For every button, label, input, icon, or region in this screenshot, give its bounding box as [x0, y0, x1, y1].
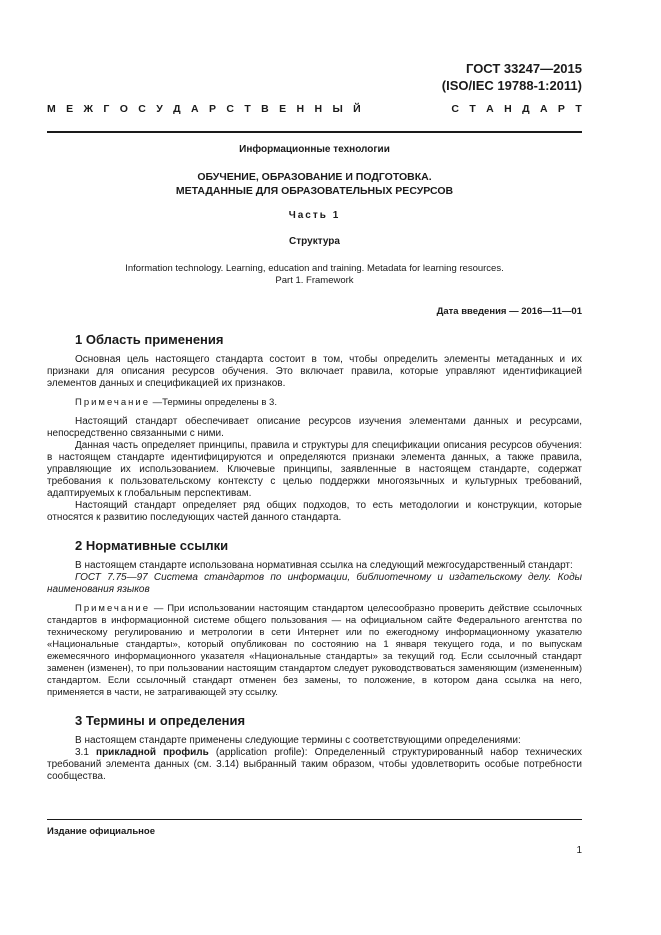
section-heading-terms: 3 Термины и определения — [75, 713, 246, 728]
banner-letter: Т — [469, 103, 476, 115]
english-title — [47, 263, 582, 287]
document-part: Часть 1 — [288, 210, 341, 221]
normative-reference: ГОСТ 7.75—97 Система стандартов по информации, библиотечному и издательскому делу. Коды наименования языков — [47, 572, 582, 595]
document-field: Информационные технологии — [239, 144, 390, 155]
paragraph: В настоящем стандарте применены следующие термины с соответствующими определениями: — [75, 735, 521, 746]
term-definition — [47, 747, 582, 783]
footer-divider — [47, 819, 582, 820]
banner-letter: Т — [575, 103, 582, 115]
banner-letter: Р — [557, 103, 565, 115]
banner-letter: Е — [279, 103, 287, 115]
header-divider — [47, 131, 582, 133]
banner-letter: С — [138, 103, 146, 115]
page-number: 1 — [576, 845, 582, 856]
banner-letter: Е — [66, 103, 74, 115]
banner-letter: А — [539, 103, 548, 115]
banner-letter: Й — [353, 103, 361, 115]
banner-letter: Ы — [332, 103, 343, 115]
banner-letter: Г — [103, 103, 110, 115]
banner-letter: М — [47, 103, 56, 115]
note-text: —Термины определены в 3. — [150, 397, 277, 408]
paragraph: Настоящий стандарт обеспечивает описание ресурсов изучения элементами данных и ресурсами, непосредственно связанными с ними. — [47, 416, 582, 439]
title-line: ОБУЧЕНИЕ, ОБРАЗОВАНИЕ И ПОДГОТОВКА. — [197, 171, 432, 183]
term-number: 3.1 — [75, 747, 97, 758]
section-heading-normative-refs: 2 Нормативные ссылки — [75, 538, 229, 553]
paragraph: Данная часть определяет принципы, правила и структуры для спецификации описания ресурсов обучения: в настоящем стандарте идентифицируются и определяются признаки элемента данных, а также правила, управляющие их использованием. Ключевые принципы, заявленные в настоящем стандарте, содержат требования к пользовательскому контексту с целью поддержки многоязычных и культурных требований, адаптируемых к глобальным перспективам. — [47, 440, 582, 499]
official-edition-label: Издание официальное — [47, 826, 155, 837]
banner-letter: У — [156, 103, 163, 115]
paragraph: В настоящем стандарте использована нормативная ссылка на следующий межгосударственный стандарт: — [75, 560, 573, 571]
banner-letter: В — [261, 103, 269, 115]
standard-code-iso: (ISO/IEC 19788-1:2011) — [441, 78, 582, 93]
title-line: МЕТАДАННЫЕ ДЛЯ ОБРАЗОВАТЕЛЬНЫХ РЕСУРСОВ — [175, 185, 454, 197]
banner-letter: С — [451, 103, 459, 115]
paragraph: Настоящий стандарт определяет ряд общих подходов, то есть методологии и конструкции, которые относятся к развитию последующих частей данного стандарта. — [47, 500, 582, 523]
term-text: (application profile): Определенный структурированный набор технических требований элемента данных (см. 3.14) выбранный таким образом, чтобы удовлетворить особые потребности сообщества. — [47, 747, 582, 782]
banner-letter: Т — [244, 103, 251, 115]
banner-letter: Р — [208, 103, 216, 115]
term-name: прикладной профиль — [96, 747, 209, 758]
note-label: Примечание — [75, 603, 150, 614]
document-subtitle: Структура — [289, 236, 340, 247]
banner-letter: Н — [504, 103, 512, 115]
note-text: — При использовании настоящим стандартом целесообразно проверить действие ссылочных стандартов в информационной системе общего пользования — на официальном сайте Федерального агентства по техническому регулированию и метрологии в сети Интернет или по ежегодному информационному указателю «Национальные стандарты», который опубликован по состоянию на 1 января текущего года, и по выпускам ежемесячного информационного указателя «Национальные стандарты» за текущий год. Если ссылочный стандарт заменен (изменен), то при пользовании настоящим стандартом следует руководствоваться заменяющим (измененным) стандартом. Если ссылочный стандарт отменен без замены, то положение, в котором дана ссылка на него, применяется в части, не затрагивающей эту ссылку. — [47, 603, 582, 698]
banner-letter: Н — [314, 103, 323, 115]
note — [47, 397, 582, 409]
interstate-standard-banner — [47, 103, 582, 115]
banner-letter: А — [191, 103, 199, 115]
banner-letter: А — [486, 103, 494, 115]
introduction-date: Дата введения — 2016—11—01 — [436, 306, 582, 317]
banner-letter: О — [119, 103, 128, 115]
banner-letter: Н — [296, 103, 305, 115]
banner-letter: Ж — [83, 103, 94, 115]
english-title-line: Information technology. Learning, education and training. Metadata for learning resources. — [125, 263, 504, 274]
section-heading-scope: 1 Область применения — [75, 332, 224, 347]
banner-letter: Д — [522, 103, 530, 115]
banner-gap — [371, 103, 441, 115]
english-title-line: Part 1. Framework — [275, 275, 354, 286]
standard-code-gost: ГОСТ 33247—2015 — [466, 61, 582, 76]
paragraph: Основная цель настоящего стандарта состоит в том, чтобы определить элементы метаданных и их признаки для описания ресурсов обучения. Это включает правила, которые управляют идентификацией элементов данных и спецификацией их признаков. — [47, 354, 582, 389]
note-label: Примечание — [75, 397, 150, 408]
banner-letter: С — [226, 103, 234, 115]
standard-code — [442, 60, 582, 94]
banner-letter: Д — [173, 103, 181, 115]
document-body — [47, 332, 582, 783]
document-title — [47, 170, 582, 198]
note — [47, 603, 582, 699]
